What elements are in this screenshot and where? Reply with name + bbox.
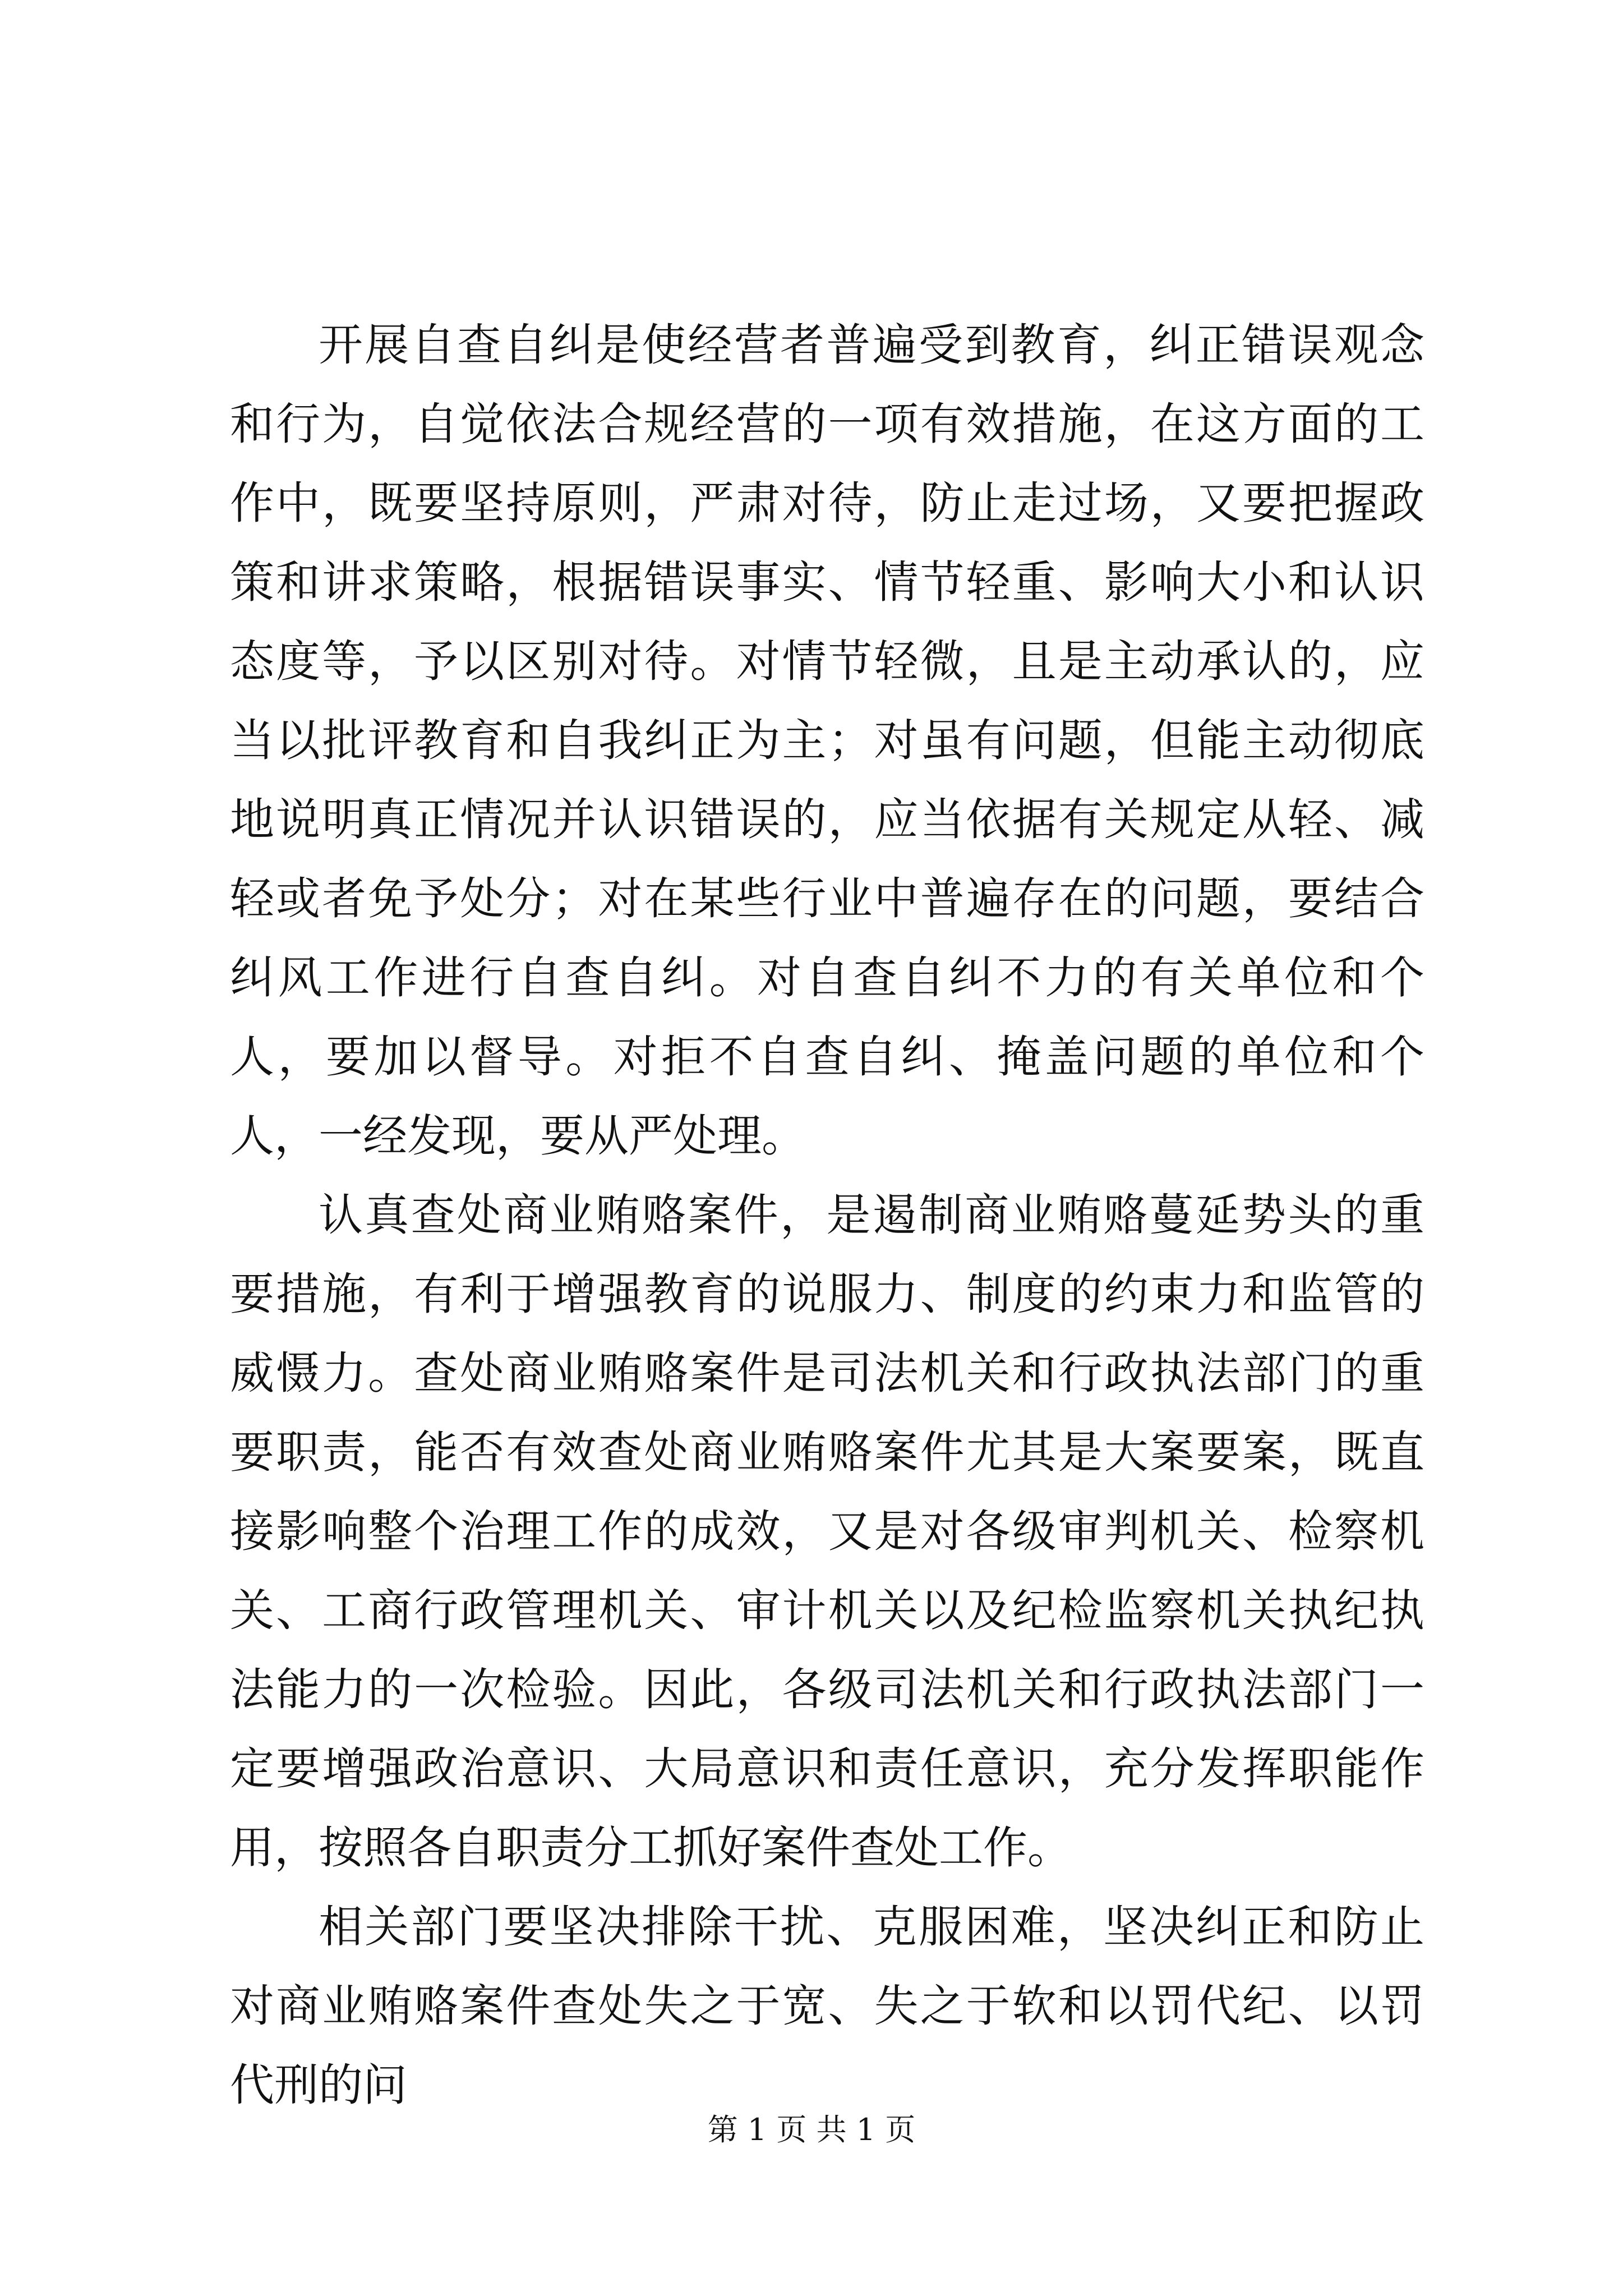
page-footer: 第 1 页 共 1 页 <box>707 2112 916 2147</box>
paragraph-related-departments: 相关部门要坚决排除干扰、克服困难，坚决纠正和防止对商业贿赂案件查处失之于宽、失之于软和以罚代纪、以罚代刑的问 <box>230 1901 1424 2111</box>
paragraph-case-investigation: 认真查处商业贿赂案件，是遏制商业贿赂蔓延势头的重要措施，有利于增强教育的说服力、制度的约束力和监管的威慑力。查处商业贿赂案件是司法机关和行政执法部门的重要职责，能否有效查处商业贿赂案件尤其是大案要案，既直接影响整个治理工作的成效，又是对各级审判机关、检察机关、工商行政管理机关、审计机关以及纪检监察机关执纪执法能力的一次检验。因此，各级司法机关和行政执法部门一定要增强政治意识、大局意识和责任意识，充分发挥职能作用，按照各自职责分工抓好案件查处工作。 <box>230 1189 1424 1874</box>
paragraph-self-inspection: 开展自查自纠是使经营者普遍受到教育，纠正错误观念和行为，自觉依法合规经营的一项有效措施，在这方面的工作中，既要坚持原则，严肃对待，防止走过场，又要把握政策和讲求策略，根据错误事实、情节轻重、影响大小和认识态度等，予以区别对待。对情节轻微，且是主动承认的，应当以批评教育和自我纠正为主；对虽有问题，但能主动彻底地说明真正情况并认识错误的，应当依据有关规定从轻、减轻或者免予处分；对在某些行业中普遍存在的问题，要结合纠风工作进行自查自纠。对自查自纠不力的有关单位和个人，要加以督导。对拒不自查自纠、掩盖问题的单位和个人，一经发现，要从严处理。 <box>230 319 1424 1162</box>
document-body <box>230 306 1424 2125</box>
